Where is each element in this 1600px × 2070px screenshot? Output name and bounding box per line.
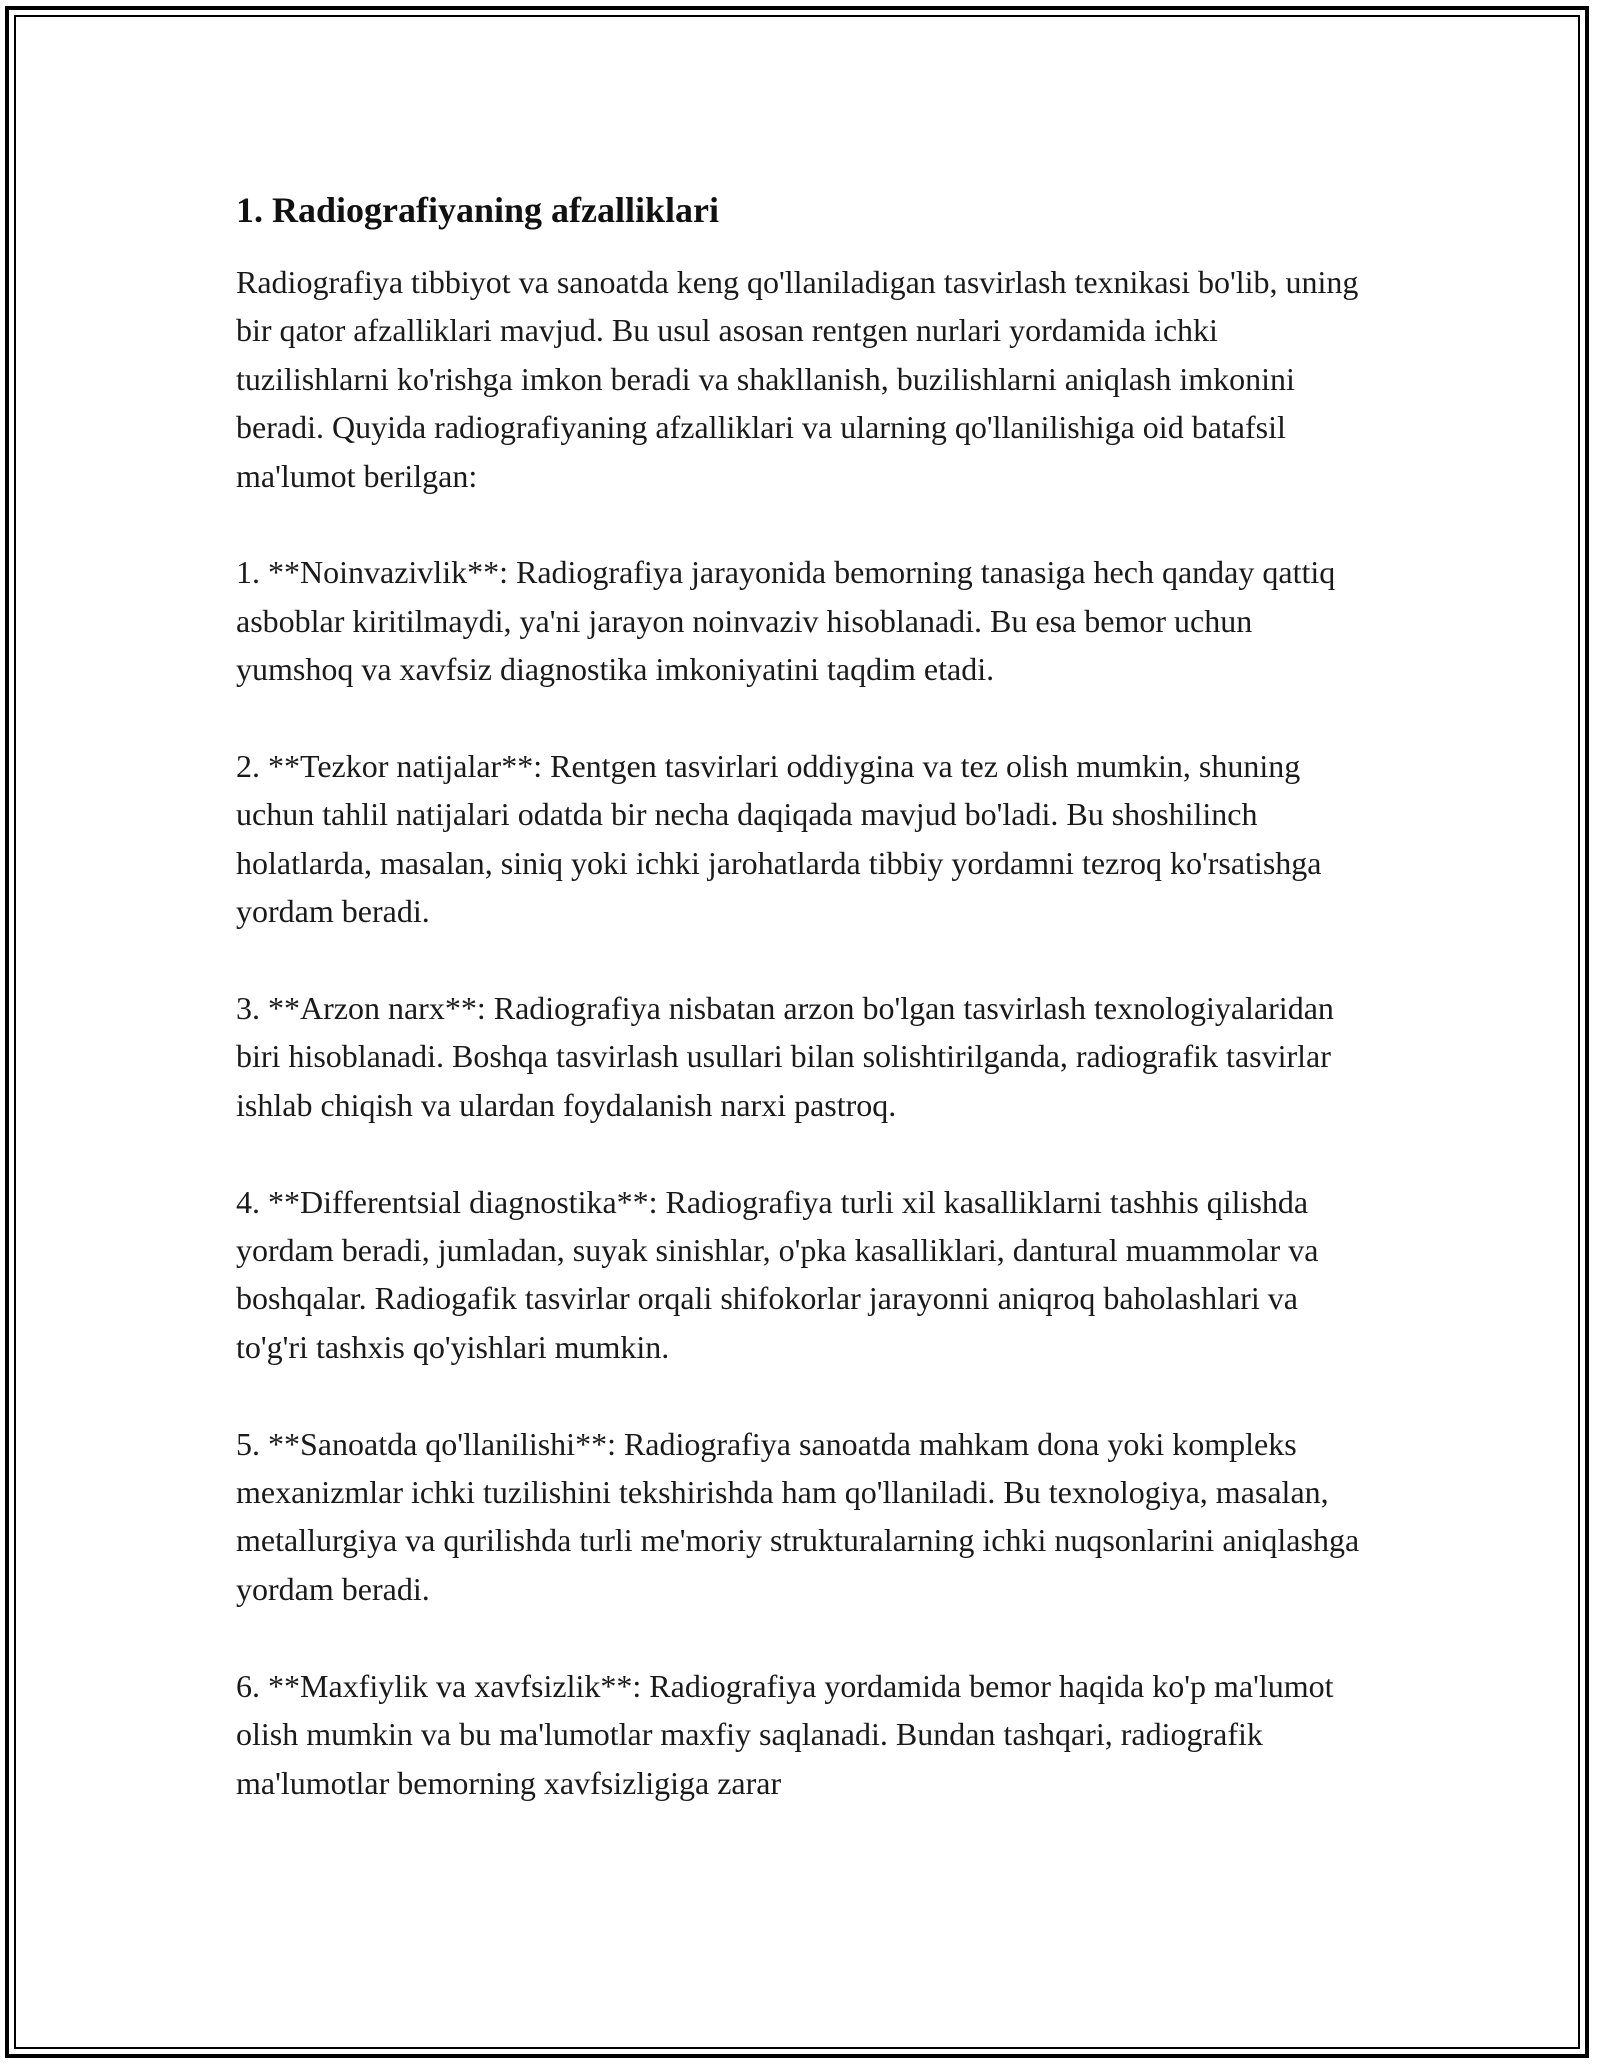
document-body xyxy=(236,186,1364,1855)
list-item-noinvazivlik: 1. **Noinvazivlik**: Radiografiya jarayonida bemorning tanasiga hech qanday qattiq asboblar kiritilmaydi, ya'ni jarayon noinvaziv hisoblanadi. Bu esa bemor uchun yumshoq va xavfsiz diagnostika imkoniyatini taqdim etadi. xyxy=(236,554,1336,688)
list-item-tezkor-natijalar: 2. **Tezkor natijalar**: Rentgen tasvirlari oddiygina va tez olish mumkin, shuning uchun tahlil natijalari odatda bir necha daqiqada mavjud bo'ladi. Bu shoshilinch holatlarda, masalan, siniq yoki ichki jarohatlarda tibbiy yordamni tezroq ko'rsatishga yordam beradi. xyxy=(236,748,1322,930)
document-heading: 1. Radiografiyaning afzalliklari xyxy=(236,190,720,230)
list-item-maxfiylik-va-xavfsizlik: 6. **Maxfiylik va xavfsizlik**: Radiografiya yordamida bemor haqida ko'p ma'lumot olish mumkin va bu ma'lumotlar maxfiy saqlanadi. Bundan tashqari, radiografik ma'lumotlar bemorning xavfsizligiga zarar xyxy=(236,1667,1334,1801)
list-item-sanoatda-qollanilishi: 5. **Sanoatda qo'llanilishi**: Radiografiya sanoatda mahkam dona yoki kompleks mexanizmlar ichki tuzilishini tekshirishda ham qo'llaniladi. Bu texnologiya, masalan, metallurgiya va qurilishda turli me'moriy strukturalarning ichki nuqsonlarini aniqlashga yordam beradi. xyxy=(236,1425,1360,1607)
list-item-differentsial-diagnostika: 4. **Differentsial diagnostika**: Radiografiya turli xil kasalliklarni tashhis qilishda yordam beradi, jumladan, suyak sinishlar, o'pka kasalliklari, dantural muammolar va boshqalar. Radiogafik tasvirlar orqali shifokorlar jarayonni aniqroq baholashlari va to'g'ri tashxis qo'yishlari mumkin. xyxy=(236,1183,1319,1365)
list-item-arzon-narx: 3. **Arzon narx**: Radiografiya nisbatan arzon bo'lgan tasvirlash texnologiyalaridan biri hisoblanadi. Boshqa tasvirlash usullari bilan solishtirilganda, radiografik tasvirlar ishlab chiqish va ulardan foydalanish narxi pastroq. xyxy=(236,990,1334,1123)
intro-paragraph: Radiografiya tibbiyot va sanoatda keng qo'llaniladigan tasvirlash texnikasi bo'lib, uning bir qator afzalliklari mavjud. Bu usul asosan rentgen nurlari yordamida ichki tuzilishlarni ko'rishga imkon beradi va shakllanish, buzilishlarni aniqlash imkonini beradi. Quyida radiografiyaning afzalliklari va ularning qo'llanilishiga oid batafsil ma'lumot berilgan: xyxy=(236,264,1359,494)
